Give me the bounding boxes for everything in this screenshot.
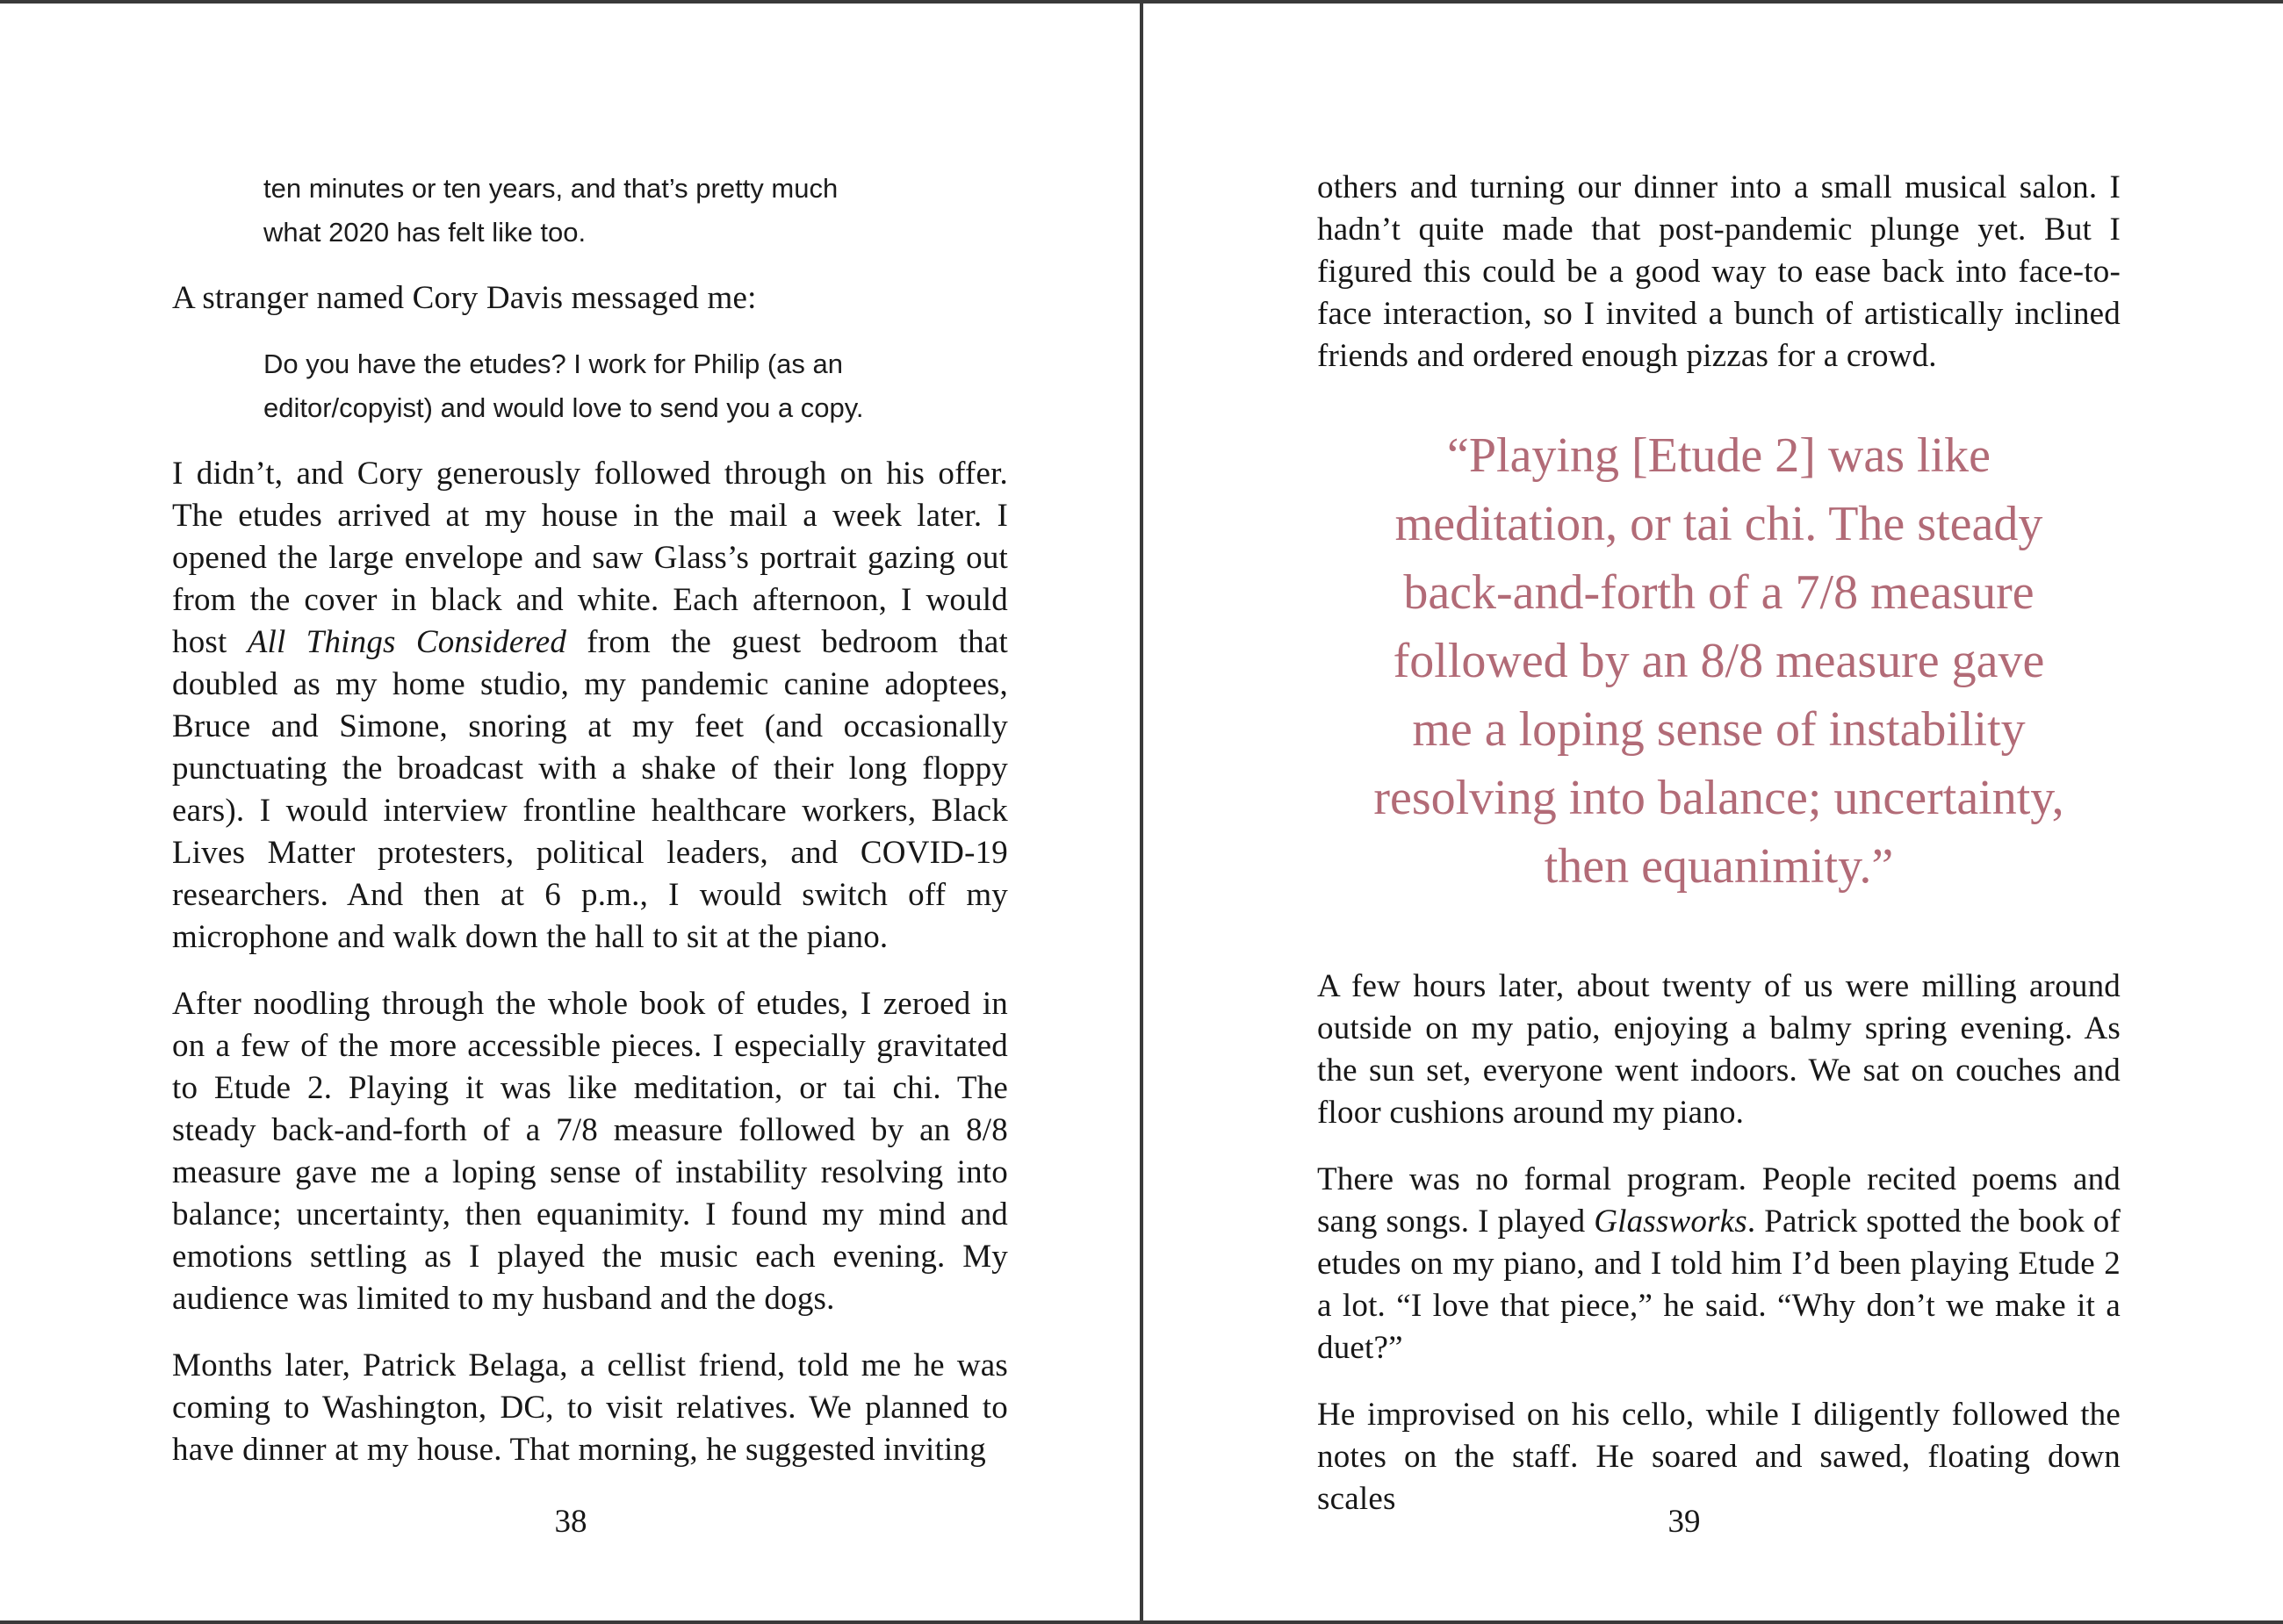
- narration-paragraph: [1317, 1159, 2121, 1369]
- page-left: [172, 167, 1008, 1471]
- page-right: [1317, 167, 2121, 1520]
- pull-quote-line: “Playing [Etude 2] was like: [1447, 428, 1991, 483]
- narration-paragraph: A few hours later, about twenty of us were milling around outside on my patio, enjoying a balmy spring evening. As the sun set, everyone went indoors. We sat on couches and floor cushions around my piano.: [1317, 968, 2121, 1131]
- narration-segment: . Patrick spotted the book of etudes on my piano, and I told him I’d been playing Etude 2 a lot. “I love that piece,” he said. “Why don’t we make it a duet?”: [1317, 1204, 2121, 1366]
- pull-quote-line: back-and-forth of a 7/8 measure: [1403, 565, 2035, 620]
- pull-quote-line: resolving into balance; uncertainty,: [1373, 771, 2064, 825]
- narration-paragraph: He improvised on his cello, while I diligently followed the notes on the staff. He soared and sawed, floating down scales: [1317, 1397, 2121, 1517]
- page-number-left: 38: [554, 1504, 587, 1540]
- pull-quote-line: followed by an 8/8 measure gave: [1393, 634, 2045, 688]
- narration-segment-italic: All Things Considered: [247, 624, 567, 660]
- bottom-frame-border: [0, 1620, 2283, 1624]
- narration-paragraph: After noodling through the whole book of etudes, I zeroed in on a few of the more accessible pieces. I especially gravitated to Etude 2. Playing it was like meditation, or tai chi. The steady back-and-forth of a 7/8 measure followed by an 8/8 measure gave me a loping sense of instability resolving into balance; uncertainty, then equanimity. I found my mind and emotions settling as I played the music each evening. My audience was limited to my husband and the dogs.: [172, 986, 1008, 1317]
- narration-paragraph: A stranger named Cory Davis messaged me:: [172, 280, 757, 316]
- narration-segment-italic: Glassworks: [1594, 1204, 1747, 1240]
- narration-paragraph: Months later, Patrick Belaga, a cellist friend, told me he was coming to Washington, DC, to visit relatives. We planned to have dinner at my house. That morning, he suggested inviting: [172, 1347, 1008, 1468]
- pull-quote-line: then equanimity.”: [1544, 839, 1894, 894]
- narration-segment: from the guest bedroom that doubled as my home studio, my pandemic canine adoptees, Bruce and Simone, snoring at my feet (and occasionally punctuating the broadcast with a shake of their long floppy ears). I would interview frontline healthcare workers, Black Lives Matter protesters, political leaders, and COVID-19 researchers. And then at 6 p.m., I would switch off my microphone and walk down the hall to sit at the piano.: [172, 624, 1008, 955]
- page-number-right: 39: [1667, 1504, 1701, 1540]
- narration-segment: I didn’t, and Cory generously followed through on his offer. The etudes arrived at my house in the mail a week later. I opened the large envelope and saw Glass’s portrait gazing out from the cover in black and white. Each afternoon, I would host: [172, 456, 1008, 660]
- pull-quote: [1317, 421, 2121, 901]
- pull-quote-line: meditation, or tai chi. The steady: [1394, 497, 2043, 551]
- message-quote-block-1: ten minutes or ten years, and that’s pretty much what 2020 has felt like too.: [263, 173, 839, 248]
- page-gutter-divider: [1140, 0, 1143, 1624]
- narration-segment: There was no formal program. People recited poems and sang songs. I played: [1317, 1161, 2121, 1240]
- narration-paragraph: [172, 453, 1008, 959]
- pull-quote-line: me a loping sense of instability: [1412, 702, 2026, 757]
- narration-paragraph: others and turning our dinner into a small musical salon. I hadn’t quite made that post-pandemic plunge yet. But I figured this could be a good way to ease back into face-to-face interaction, so I invited a bunch of artistically inclined friends and ordered enough pizzas for a crowd.: [1317, 169, 2121, 374]
- message-quote-block-2: Do you have the etudes? I work for Philip (as an editor/copyist) and would love to send you a copy.: [263, 349, 864, 423]
